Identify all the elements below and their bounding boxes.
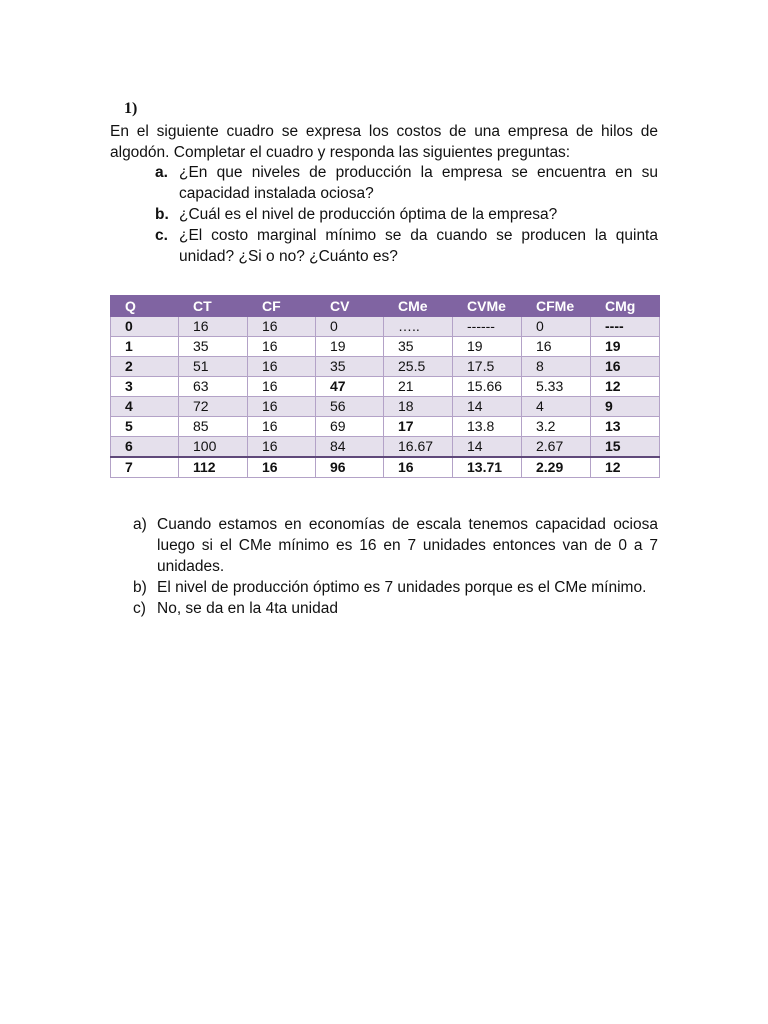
cell-cmg: 9 xyxy=(591,397,660,417)
header-cfme: CFMe xyxy=(522,296,591,317)
question-letter: a. xyxy=(155,164,168,181)
header-ct: CT xyxy=(179,296,248,317)
cell-cv: 0 xyxy=(316,317,384,337)
cell-cfme: 3.2 xyxy=(522,417,591,437)
cell-ct: 63 xyxy=(179,377,248,397)
answers-list xyxy=(110,514,658,619)
question-item xyxy=(110,204,658,225)
table-row xyxy=(111,397,660,417)
cell-cmg: 15 xyxy=(591,437,660,458)
cell-cvme: 17.5 xyxy=(453,357,522,377)
cell-cvme: 14 xyxy=(453,397,522,417)
answer-item xyxy=(110,514,658,577)
cell-cme: ….. xyxy=(384,317,453,337)
answer-letter: c) xyxy=(133,600,146,617)
cell-ct: 85 xyxy=(179,417,248,437)
header-cf: CF xyxy=(248,296,316,317)
table-header-row xyxy=(111,296,660,317)
cell-cvme: ------ xyxy=(453,317,522,337)
cell-ct: 16 xyxy=(179,317,248,337)
cell-cv: 96 xyxy=(316,457,384,478)
cell-cvme: 14 xyxy=(453,437,522,458)
cell-q: 2 xyxy=(111,357,179,377)
cell-cf: 16 xyxy=(248,417,316,437)
header-cvme: CVMe xyxy=(453,296,522,317)
question-letter: c. xyxy=(155,227,168,244)
question-text: ¿En que niveles de producción la empresa se encuentra en su capacidad instalada ociosa? xyxy=(179,164,658,202)
cell-cmg: 16 xyxy=(591,357,660,377)
cell-ct: 51 xyxy=(179,357,248,377)
cell-cfme: 2.29 xyxy=(522,457,591,478)
cell-cfme: 0 xyxy=(522,317,591,337)
header-cmg: CMg xyxy=(591,296,660,317)
cell-cfme: 2.67 xyxy=(522,437,591,458)
cell-cvme: 15.66 xyxy=(453,377,522,397)
cell-cme: 18 xyxy=(384,397,453,417)
cell-cvme: 19 xyxy=(453,337,522,357)
cell-cf: 16 xyxy=(248,317,316,337)
question-letter: b. xyxy=(155,206,169,223)
answer-text: Cuando estamos en economías de escala tenemos capacidad ociosa luego si el CMe mínimo es 16 en 7 unidades entonces van de 0 a 7 unidades. xyxy=(157,516,658,575)
cell-cf: 16 xyxy=(248,457,316,478)
table-row-total xyxy=(111,457,660,478)
cell-cf: 16 xyxy=(248,437,316,458)
cell-cfme: 8 xyxy=(522,357,591,377)
cell-cv: 35 xyxy=(316,357,384,377)
question-item xyxy=(110,225,658,267)
cell-cmg: 12 xyxy=(591,457,660,478)
answer-item xyxy=(110,577,658,598)
cost-table xyxy=(110,295,660,478)
table-row xyxy=(111,337,660,357)
cell-cme: 25.5 xyxy=(384,357,453,377)
cell-q: 7 xyxy=(111,457,179,478)
cell-cfme: 4 xyxy=(522,397,591,417)
cell-cme: 17 xyxy=(384,417,453,437)
table-row xyxy=(111,357,660,377)
cell-cmg: 12 xyxy=(591,377,660,397)
cell-ct: 35 xyxy=(179,337,248,357)
cell-cf: 16 xyxy=(248,357,316,377)
cell-cme: 35 xyxy=(384,337,453,357)
cell-q: 6 xyxy=(111,437,179,458)
cell-cvme: 13.71 xyxy=(453,457,522,478)
header-cme: CMe xyxy=(384,296,453,317)
questions-list xyxy=(110,162,658,267)
cell-cmg: 13 xyxy=(591,417,660,437)
cell-cf: 16 xyxy=(248,397,316,417)
table-row xyxy=(111,377,660,397)
header-q: Q xyxy=(111,296,179,317)
cell-cv: 19 xyxy=(316,337,384,357)
cell-cf: 16 xyxy=(248,337,316,357)
cell-cmg: ---- xyxy=(591,317,660,337)
cell-cme: 16 xyxy=(384,457,453,478)
cell-q: 5 xyxy=(111,417,179,437)
cell-cfme: 16 xyxy=(522,337,591,357)
cell-q: 4 xyxy=(111,397,179,417)
cell-cmg: 19 xyxy=(591,337,660,357)
cell-ct: 72 xyxy=(179,397,248,417)
answer-text: No, se da en la 4ta unidad xyxy=(157,600,338,617)
question-text: ¿Cuál es el nivel de producción óptima de la empresa? xyxy=(179,206,558,223)
cell-ct: 112 xyxy=(179,457,248,478)
header-cv: CV xyxy=(316,296,384,317)
question-text: ¿El costo marginal mínimo se da cuando se producen la quinta unidad? ¿Si o no? ¿Cuánto es? xyxy=(179,227,658,265)
cell-cv: 69 xyxy=(316,417,384,437)
cell-q: 3 xyxy=(111,377,179,397)
cell-ct: 100 xyxy=(179,437,248,458)
intro-paragraph: En el siguiente cuadro se expresa los costos de una empresa de hilos de algodón. Completar el cuadro y responda las siguientes preguntas: xyxy=(110,123,658,161)
cell-cv: 84 xyxy=(316,437,384,458)
exercise-number: 1) xyxy=(124,100,138,117)
cell-cf: 16 xyxy=(248,377,316,397)
cell-cv: 47 xyxy=(316,377,384,397)
answer-item xyxy=(110,598,658,619)
cell-cvme: 13.8 xyxy=(453,417,522,437)
table-row xyxy=(111,417,660,437)
cell-q: 1 xyxy=(111,337,179,357)
cell-cme: 16.67 xyxy=(384,437,453,458)
cell-cme: 21 xyxy=(384,377,453,397)
table-row xyxy=(111,317,660,337)
cell-cfme: 5.33 xyxy=(522,377,591,397)
table-row xyxy=(111,437,660,458)
cell-q: 0 xyxy=(111,317,179,337)
answer-text: El nivel de producción óptimo es 7 unidades porque es el CMe mínimo. xyxy=(157,579,647,596)
answer-letter: b) xyxy=(133,579,147,596)
cell-cv: 56 xyxy=(316,397,384,417)
answer-letter: a) xyxy=(133,516,147,533)
question-item xyxy=(110,162,658,204)
